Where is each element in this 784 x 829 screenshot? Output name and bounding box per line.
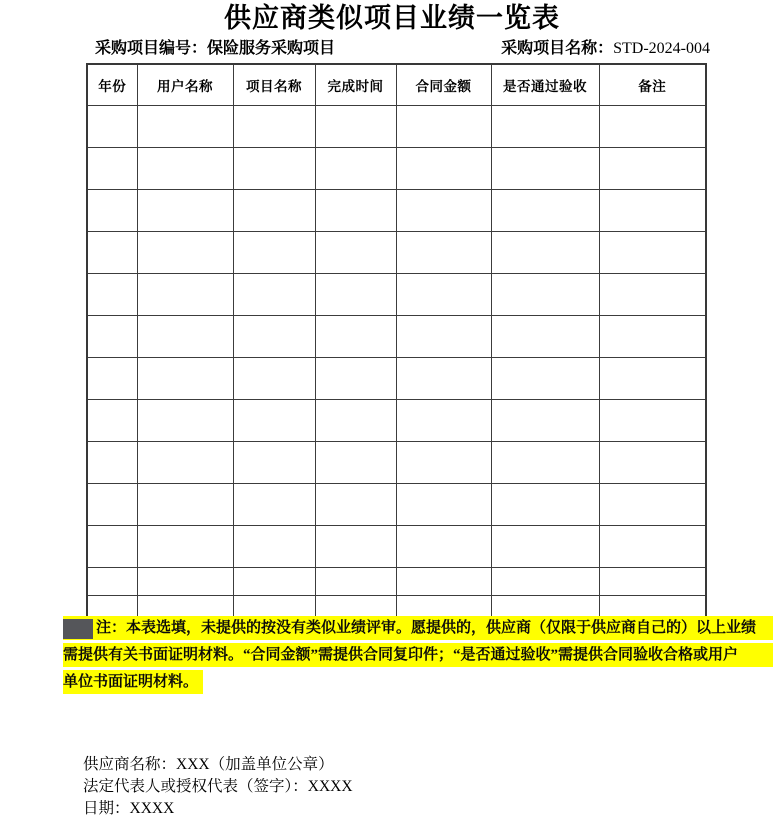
column-header: 完成时间 (315, 64, 396, 106)
table-cell (87, 274, 137, 316)
table-row (87, 106, 706, 148)
column-header: 用户名称 (137, 64, 233, 106)
table-cell (599, 232, 706, 274)
table-cell (396, 274, 491, 316)
table-cell (233, 484, 315, 526)
table-cell (315, 442, 396, 484)
table-cell (599, 400, 706, 442)
table-row (87, 358, 706, 400)
table-row (87, 190, 706, 232)
table-cell (396, 442, 491, 484)
table-cell (233, 358, 315, 400)
table-cell (491, 274, 599, 316)
table-cell (87, 568, 137, 596)
table-cell (315, 568, 396, 596)
page-title: 供应商类似项目业绩一览表 (224, 3, 560, 33)
table-cell (599, 484, 706, 526)
table-cell (233, 232, 315, 274)
supplier-name-line: 供应商名称：XXX（加盖单位公章） (83, 756, 334, 773)
table-row (87, 442, 706, 484)
table-cell (396, 106, 491, 148)
table-cell (396, 190, 491, 232)
table-cell (491, 442, 599, 484)
note-line-1 (63, 616, 773, 640)
table-cell (599, 190, 706, 232)
table-cell (315, 484, 396, 526)
table-header-row (87, 64, 706, 106)
note-line-2 (63, 643, 773, 667)
table-cell (491, 232, 599, 274)
table-cell (87, 358, 137, 400)
table-cell (396, 316, 491, 358)
table-cell (315, 526, 396, 568)
table-cell (491, 148, 599, 190)
table-cell (315, 190, 396, 232)
table-cell (137, 400, 233, 442)
table-cell (233, 148, 315, 190)
indent-highlight-artifact (63, 619, 93, 639)
table-row (87, 400, 706, 442)
table-cell (233, 568, 315, 596)
table-cell (599, 526, 706, 568)
table-cell (599, 316, 706, 358)
note-text-line-2: 需提供有关书面证明材料。“合同金额”需提供合同复印件；“是否通过验收”需提供合同验收合格或用户 (63, 647, 739, 663)
table-cell (233, 106, 315, 148)
table-row (87, 232, 706, 274)
table-row (87, 148, 706, 190)
legal-representative-line: 法定代表人或授权代表（签字）：XXXX (83, 778, 353, 795)
note-block (63, 616, 773, 697)
table-cell (233, 400, 315, 442)
table-cell (315, 274, 396, 316)
table-cell (491, 568, 599, 596)
table-cell (491, 106, 599, 148)
column-header: 是否通过验收 (491, 64, 599, 106)
table-cell (491, 190, 599, 232)
column-header: 项目名称 (233, 64, 315, 106)
table-cell (87, 232, 137, 274)
table-cell (87, 190, 137, 232)
table-cell (137, 232, 233, 274)
table-cell (87, 106, 137, 148)
table-cell (137, 274, 233, 316)
note-highlight-band (63, 616, 773, 640)
table-cell (315, 358, 396, 400)
table-row (87, 568, 706, 596)
table-cell (315, 106, 396, 148)
table-cell (599, 568, 706, 596)
table-cell (233, 442, 315, 484)
note-highlight-band (63, 643, 773, 667)
project-code-label: 采购项目编号： (95, 40, 208, 57)
table-cell (396, 148, 491, 190)
table-cell (137, 484, 233, 526)
project-name-label: 采购项目名称： (501, 40, 614, 57)
table-cell (137, 442, 233, 484)
performance-table (86, 63, 707, 625)
table-cell (315, 148, 396, 190)
table-row (87, 526, 706, 568)
table-cell (599, 274, 706, 316)
note-highlight-band (63, 670, 203, 694)
table-cell (599, 358, 706, 400)
table-cell (396, 484, 491, 526)
table-cell (233, 316, 315, 358)
table-cell (491, 358, 599, 400)
table-cell (599, 106, 706, 148)
note-text-line-1: 注：本表选填，未提供的按没有类似业绩评审。愿提供的，供应商（仅限于供应商自己的）以上业绩 (96, 620, 757, 636)
table-cell (396, 358, 491, 400)
table-cell (599, 442, 706, 484)
table-cell (137, 148, 233, 190)
table-cell (87, 148, 137, 190)
table-cell (87, 316, 137, 358)
column-header: 合同金额 (396, 64, 491, 106)
table-cell (396, 526, 491, 568)
table-cell (315, 400, 396, 442)
table-row (87, 274, 706, 316)
note-line-3 (63, 670, 773, 694)
table-cell (599, 148, 706, 190)
note-text-line-3: 单位书面证明材料。 (63, 674, 199, 690)
table-cell (315, 232, 396, 274)
table-cell (396, 568, 491, 596)
table-cell (137, 358, 233, 400)
table-cell (491, 526, 599, 568)
table-cell (137, 526, 233, 568)
table-cell (491, 316, 599, 358)
table-cell (87, 484, 137, 526)
table-cell (87, 526, 137, 568)
table-cell (233, 526, 315, 568)
table-cell (87, 442, 137, 484)
table-cell (137, 568, 233, 596)
date-line: 日期：XXXX (83, 800, 175, 817)
table-cell (137, 106, 233, 148)
table-cell (87, 400, 137, 442)
table-cell (137, 190, 233, 232)
project-name-value: STD-2024-004 (613, 40, 710, 57)
table-cell (137, 316, 233, 358)
table-cell (233, 190, 315, 232)
project-code-value: 保险服务采购项目 (207, 40, 336, 57)
table-cell (396, 400, 491, 442)
column-header: 备注 (599, 64, 706, 106)
table-cell (233, 274, 315, 316)
table-cell (396, 232, 491, 274)
meta-row (95, 39, 710, 58)
signature-block (83, 754, 353, 820)
table-cell (315, 316, 396, 358)
table-row (87, 484, 706, 526)
table-row (87, 316, 706, 358)
column-header: 年份 (87, 64, 137, 106)
table-cell (491, 400, 599, 442)
project-code (95, 39, 335, 58)
project-name (501, 39, 710, 58)
table-cell (491, 484, 599, 526)
